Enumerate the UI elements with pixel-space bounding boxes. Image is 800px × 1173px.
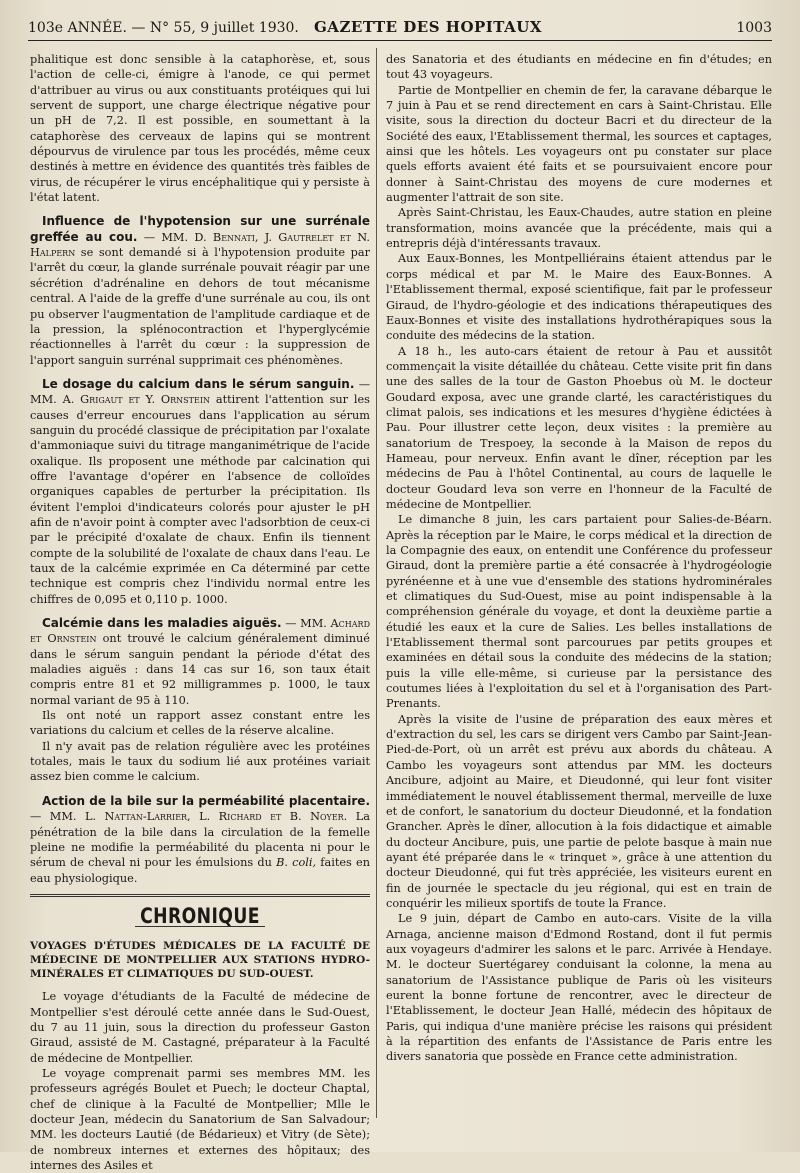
paragraph: phalitique est donc sensible à la cataphorèse, et, sous l'action de celle-ci, émigre à l'anode, ce qui permet d'attribuer au virus ou aux constituants protéiques qui lui servent de support, une charge électrique négative pour un pH de 7,2. Il est possible, en soumettant à la cataphorèse des cerveaux de lapins qui se montrent dépourvus de virulence par tous les procédés, même ceux destinés à mettre en évidence des quantités très faibles de virus, de récupérer le virus encéphalitique qui y persiste à l'état latent. <box>30 53 370 205</box>
left-column <box>30 52 371 1172</box>
section-dosage-calcium <box>30 377 370 607</box>
section-authors: — MM. Achard et Ornstein <box>30 617 370 646</box>
section-text: La pénétration de la bile dans la circulation de la femelle pleine ne modifie la perméabilité du placenta ni pour le sérum de cheval ni pour les émulsions du <box>30 810 370 870</box>
paragraph: Le voyage d'étudiants de la Faculté de médecine de Montpellier s'est déroulé cette année dans le Sud-Ouest, du 7 au 11 juin, sous la direction du professeur Gaston Giraud, assisté de M. Castagné, préparateur à la Faculté de médecine de Montpellier. <box>30 990 370 1065</box>
paragraph: Ils ont noté un rapport assez constant entre les variations du calcium et celles de la réserve alcaline. <box>30 709 370 738</box>
paragraph: A 18 h., les auto-cars étaient de retour à Pau et aussitôt commençait la visite détaillée du château. Cette visite prit fin dans une des salles de la tour de Gaston Phoebus où M. le docteur Goudard exposa, avec une grande clarté, les caractéristiques du climat palois, ses indications et les mesures d'hygiène édictées à Pau. Pour illustrer cette leçon, deux visites : la première au sanatorium de Trespoey, la seconde à la Maison de repos du Hameau, pour nerveux. Enfin avant le dîner, réception par les médecins de Pau à l'hôtel Continental, au cours de laquelle le docteur Goudard leva son verre en l'honneur de la Faculté de médecine de Montpellier. <box>386 344 772 511</box>
right-column <box>386 52 772 1142</box>
issue-info: 103e ANNÉE. — N° 55, 9 juillet 1930. <box>28 20 299 36</box>
paragraph: Le voyage comprenait parmi ses membres MM. les professeurs agrégés Boulet et Puech; le docteur Chaptal, chef de clinique à la Faculté de Montpellier; Mlle le docteur Jean, médecin du Sanatorium de San Salvadour; MM. les docteurs Lautié (de Bédarieux) et Vitry (de Sète); de nombreux internes et externes des hôpitaux; des internes des Asiles et <box>30 1066 370 1172</box>
section-bile-placenta <box>30 794 370 886</box>
paragraph: Aux Eaux-Bonnes, les Montpelliérains étaient attendus par le corps médical et par M. le Maire des Eaux-Bonnes. A l'Etablissement thermal, exposé scientifique, fait par le professeur Giraud, de l'hydro-géologie et des indications thérapeutiques des Eaux-Bonnes et visite des installations hydrothérapiques sous la conduite des médecins de la station. <box>386 252 772 343</box>
section-authors: — MM. D. Bennati, J. Gautrelet et N. Halpern <box>30 230 370 260</box>
italic-term: B. coli, <box>276 856 317 870</box>
section-text: attirent l'attention sur les causes d'erreur encourues dans l'application au sérum sanguin du procédé classique de précipitation par l'oxalate d'ammoniaque suivi du titrage manganimétrique de l'acide oxalique. Ils proposent une méthode par calcination qui offre l'avantage d'opérer en l'absence de colloïdes organiques capables de perturber la précipitation. Ils évitent l'emploi d'indicateurs colorés pour ajuster le pH afin de n'avoir point à compter avec l'adsorbtion de ceux-ci par le précipité d'oxalate de chaux. Enfin ils tiennent compte de la solubilité de l'oxalate de chaux dans l'eau. Le taux de la calcémie exprimée en Ca déterminé par cette technique est compris chez l'individu normal entre les chiffres de 0,095 et 0,110 p. 1000. <box>30 393 370 606</box>
page-number: 1003 <box>736 20 772 36</box>
section-text: ont trouvé le calcium généralement diminué dans le sérum sanguin pendant la période d'état des maladies aiguës : dans 14 cas sur 16, son taux était compris entre 81 et 92 milligrammes p. 1000, le taux normal variant de 95 à 110. <box>30 632 370 707</box>
double-rule <box>30 894 370 897</box>
section-influence-hypotension <box>30 214 370 367</box>
paragraph: des Sanatoria et des étudiants en médecine en fin d'études; en tout 43 voyageurs. <box>386 53 772 82</box>
section-title: Le dosage du calcium dans le sérum sanguin. <box>42 376 355 391</box>
chronique-subtitle: VOYAGES D'ÉTUDES MÉDICALES DE LA FACULTÉ DE MÉDECINE DE MONTPELLIER AUX STATIONS HYDRO-MINÉRALES ET CLIMATIQUES DU SUD-OUEST. <box>30 940 370 981</box>
paragraph: Après la visite de l'usine de préparation des eaux mères et d'extraction du sel, les cars se dirigent vers Cambo par Saint-Jean-Pied-de-Port, où un arrêt est prévu aux abords du château. A Cambo les voyageurs sont attendus par MM. les docteurs Ancibure, adjoint au Maire, et Dieudonné, qui leur font visiter immédiatement le nouvel établissement thermal, merveille de luxe et de confort, le sanatorium du docteur Dieudonné, et la fondation Grancher. Après le dîner, allocution à la fois didactique et aimable du docteur Ancibure, puis, une partie de pelote basque à main nue ayant été préparée dans le « trinquet », grâce à une attention du docteur Dieudonné, qui fut très appréciée, les visiteurs eurent en fin de journée le spectacle du jeu régional, qui est en train de conquérir les milieux sportifs de toute la France. <box>386 712 772 910</box>
paragraph: Le dimanche 8 juin, les cars partaient pour Salies-de-Béarn. Après la réception par le Maire, le corps médical et la direction de la Compagnie des eaux, on entendit une Conférence du professeur Giraud, dont la première partie a été consacrée à l'hydrogéologie pyrénéenne et à une vue d'ensemble des stations hydrominérales et climatiques du Sud-Ouest, mise au point indispensable à la compréhension générale du voyage, et dont la deuxième partie a étudié les eaux et la cure de Salies. Les belles installations de l'Etablissement thermal sont parcourues par petits groupes et examinées en détail sous la conduite des médecins de la station; puis la ville elle-même, si curieuse par la persistance des coutumes liées à l'exploitation du sel et à l'organisation des Part-Prenants. <box>386 513 772 711</box>
paragraph: Après Saint-Christau, les Eaux-Chaudes, autre station en pleine transformation, moins avancée que la précédente, mais qui a entrepris déjà d'intéressants travaux. <box>386 206 772 251</box>
section-title: Action de la bile sur la perméabilité placentaire. <box>42 793 370 808</box>
paragraph: Partie de Montpellier en chemin de fer, la caravane débarque le 7 juin à Pau et se rend directement en cars à Saint-Christau. Elle visite, sous la direction du docteur Bacri et du directeur de la Société des eaux, l'Etablissement thermal, les sources et captages, ainsi que les hôtels. Les voyageurs ont pu constater sur place quels efforts avaient été faits et se poursuivaient encore pour donner à Saint-Christau des moyens de cure modernes et augmenter l'attrait de son site. <box>386 83 772 205</box>
journal-title: GAZETTE DES HOPITAUX <box>314 18 543 36</box>
paragraph: Il n'y avait pas de relation régulière avec les protéines totales, mais le taux du sodium lié aux protéines variait assez bien comme le calcium. <box>30 739 370 784</box>
column-divider <box>376 48 377 1118</box>
section-authors: — MM. L. Nattan-Larrier, L. Richard et B. Noyer. <box>30 810 348 824</box>
section-calcemie <box>30 616 370 708</box>
section-title: Calcémie dans les maladies aiguës. <box>42 616 282 631</box>
paragraph: Le 9 juin, départ de Cambo en auto-cars. Visite de la villa Arnaga, ancienne maison d'Edmond Rostand, dont il fut permis aux voyageurs d'admirer les salons et le parc. Arrivée à Hendaye. M. le docteur Suertégarey conduisant la colonne, la mena au sanatorium de l'Assistance publique de Paris où les visiteurs eurent la bonne fortune de rencontrer, avec le directeur de l'Etablissement, le docteur Jean Hallé, médecin des hôpitaux de Paris, qui indiqua d'une manière précise les raisons qui président à la répartition des enfants de l'Assistance de Paris entre les divers sanatoria que possède en France cette administration. <box>386 912 772 1064</box>
section-text: se sont demandé si à l'hypotension produite par l'arrêt du cœur, la glande surrénale pouvait réagir par une sécrétion d'adrénaline en dehors de tout mécanisme central. A l'aide de la greffe d'une surrénale au cou, ils ont pu observer l'augmentation de l'amplitude cardiaque et de la pression, la splénocontraction et l'hyperglycémie réactionnelles à l'arrêt du cœur : la suppression de l'apport sanguin surrénal supprimait ces phénomènes. <box>30 246 371 367</box>
section-title: Influence de l'hypotension sur une surrénale greffée au cou. <box>30 214 370 244</box>
section-text-end: faites en eau physiologique. <box>30 856 370 885</box>
section-authors: — MM. A. Grigaut et Y. Ornstein <box>30 377 370 407</box>
page-header <box>28 14 772 41</box>
chronique-title: CHRONIQUE <box>140 903 260 928</box>
